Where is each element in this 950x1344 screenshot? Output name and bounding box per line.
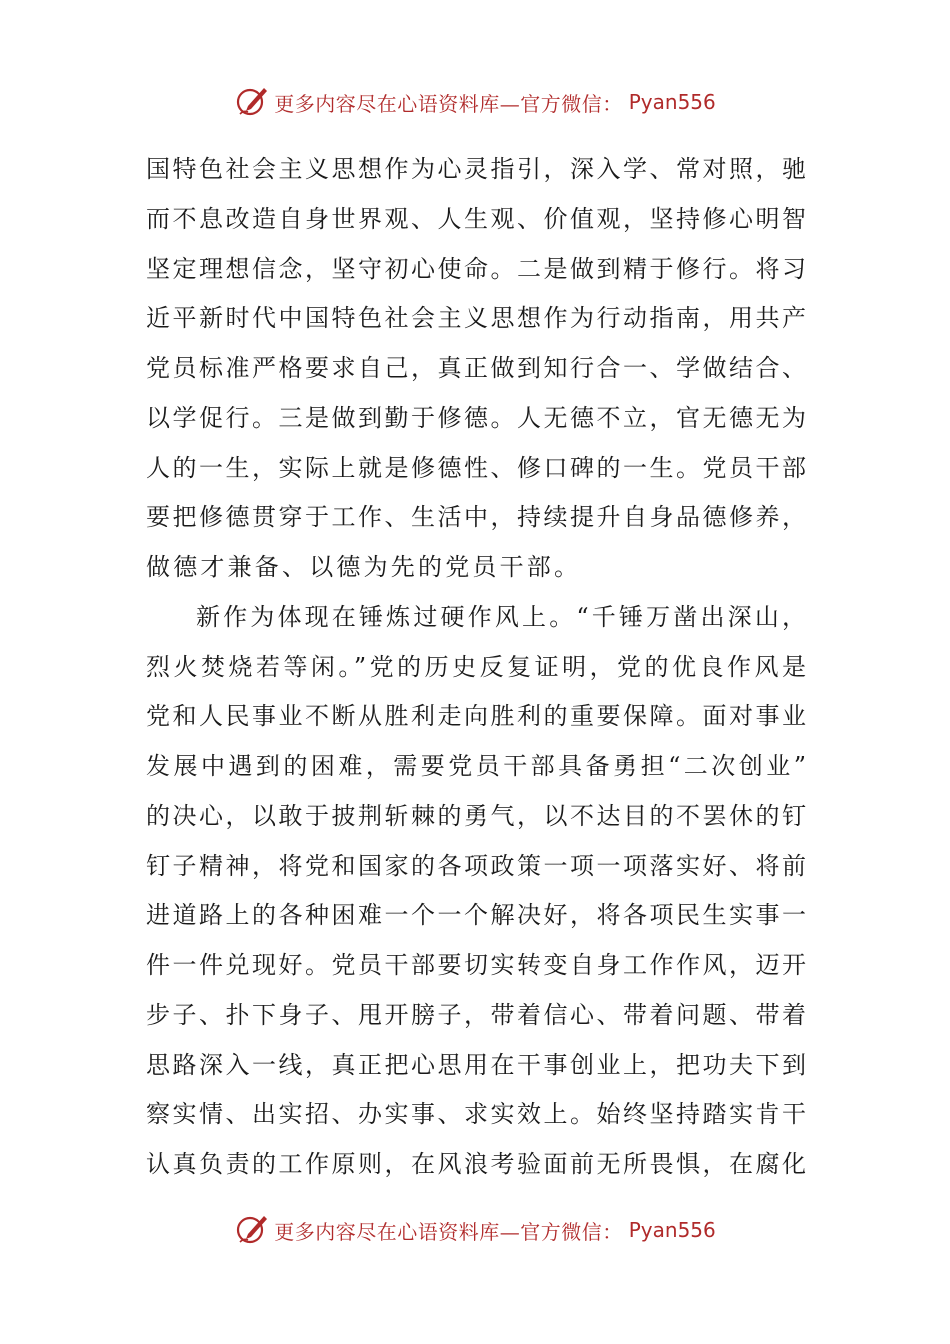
text-line: 的决心，以敢于披荆斩棘的勇气，以不达目的不罢休的钉 [146, 801, 806, 830]
text-line: 步子、扑下身子、甩开膀子，带着信心、带着问题、带着 [146, 1000, 806, 1029]
text-line: 党和人民事业不断从胜利走向胜利的重要保障。面对事业 [146, 702, 806, 731]
header-text: 更多内容尽在心语资料库—官方微信： [274, 91, 623, 116]
text-line: 认真负责的工作原则，在风浪考验面前无所畏惧，在腐化 [146, 1150, 806, 1178]
text-line: 烈火焚烧若等闲。”党的历史反复证明，党的优良作风是 [146, 652, 806, 681]
text-line: 发展中遇到的困难，需要党员干部具备勇担“二次创业” [146, 752, 806, 780]
text-line: 人的一生，实际上就是修德性、修口碑的一生。党员干部 [146, 453, 806, 482]
footer-handle: Pyan556 [628, 1218, 716, 1242]
quill-pen-icon [234, 1212, 270, 1248]
text-line: 察实情、出实招、办实事、求实效上。始终坚持踏实肯干 [146, 1100, 806, 1129]
text-line: 坚定理想信念，坚守初心使命。二是做到精于修行。将习 [146, 254, 806, 283]
footer-banner [0, 1210, 950, 1250]
text-line: 件一件兑现好。党员干部要切实转变自身工作作风，迈开 [146, 951, 806, 979]
header-handle: Pyan556 [628, 90, 716, 114]
text-line: 要把修德贯穿于工作、生活中，持续提升自身品德修养， [146, 503, 806, 532]
quill-pen-icon [234, 84, 270, 120]
text-line: 进道路上的各种困难一个一个解决好，将各项民生实事一 [146, 901, 806, 930]
text-line: 做德才兼备、以德为先的党员干部。 [146, 553, 582, 581]
text-line: 钉子精神，将党和国家的各项政策一项一项落实好、将前 [146, 851, 806, 880]
text-line: 而不息改造自身世界观、人生观、价值观，坚持修心明智 [146, 204, 806, 233]
text-line: 以学促行。三是做到勤于修德。人无德不立，官无德无为 [146, 403, 806, 432]
text-line: 新作为体现在锤炼过硬作风上。“千锤万凿出深山， [196, 602, 806, 631]
footer-text: 更多内容尽在心语资料库—官方微信： [274, 1219, 623, 1244]
document-body [146, 145, 806, 1190]
text-line: 党员标准严格要求自己，真正做到知行合一、学做结合、 [146, 354, 806, 382]
text-line: 思路深入一线，真正把心思用在干事创业上，把功夫下到 [146, 1050, 806, 1079]
header-banner [0, 82, 950, 122]
text-line: 近平新时代中国特色社会主义思想作为行动指南，用共产 [146, 304, 806, 333]
text-line: 国特色社会主义思想作为心灵指引，深入学、常对照，驰 [146, 155, 806, 183]
